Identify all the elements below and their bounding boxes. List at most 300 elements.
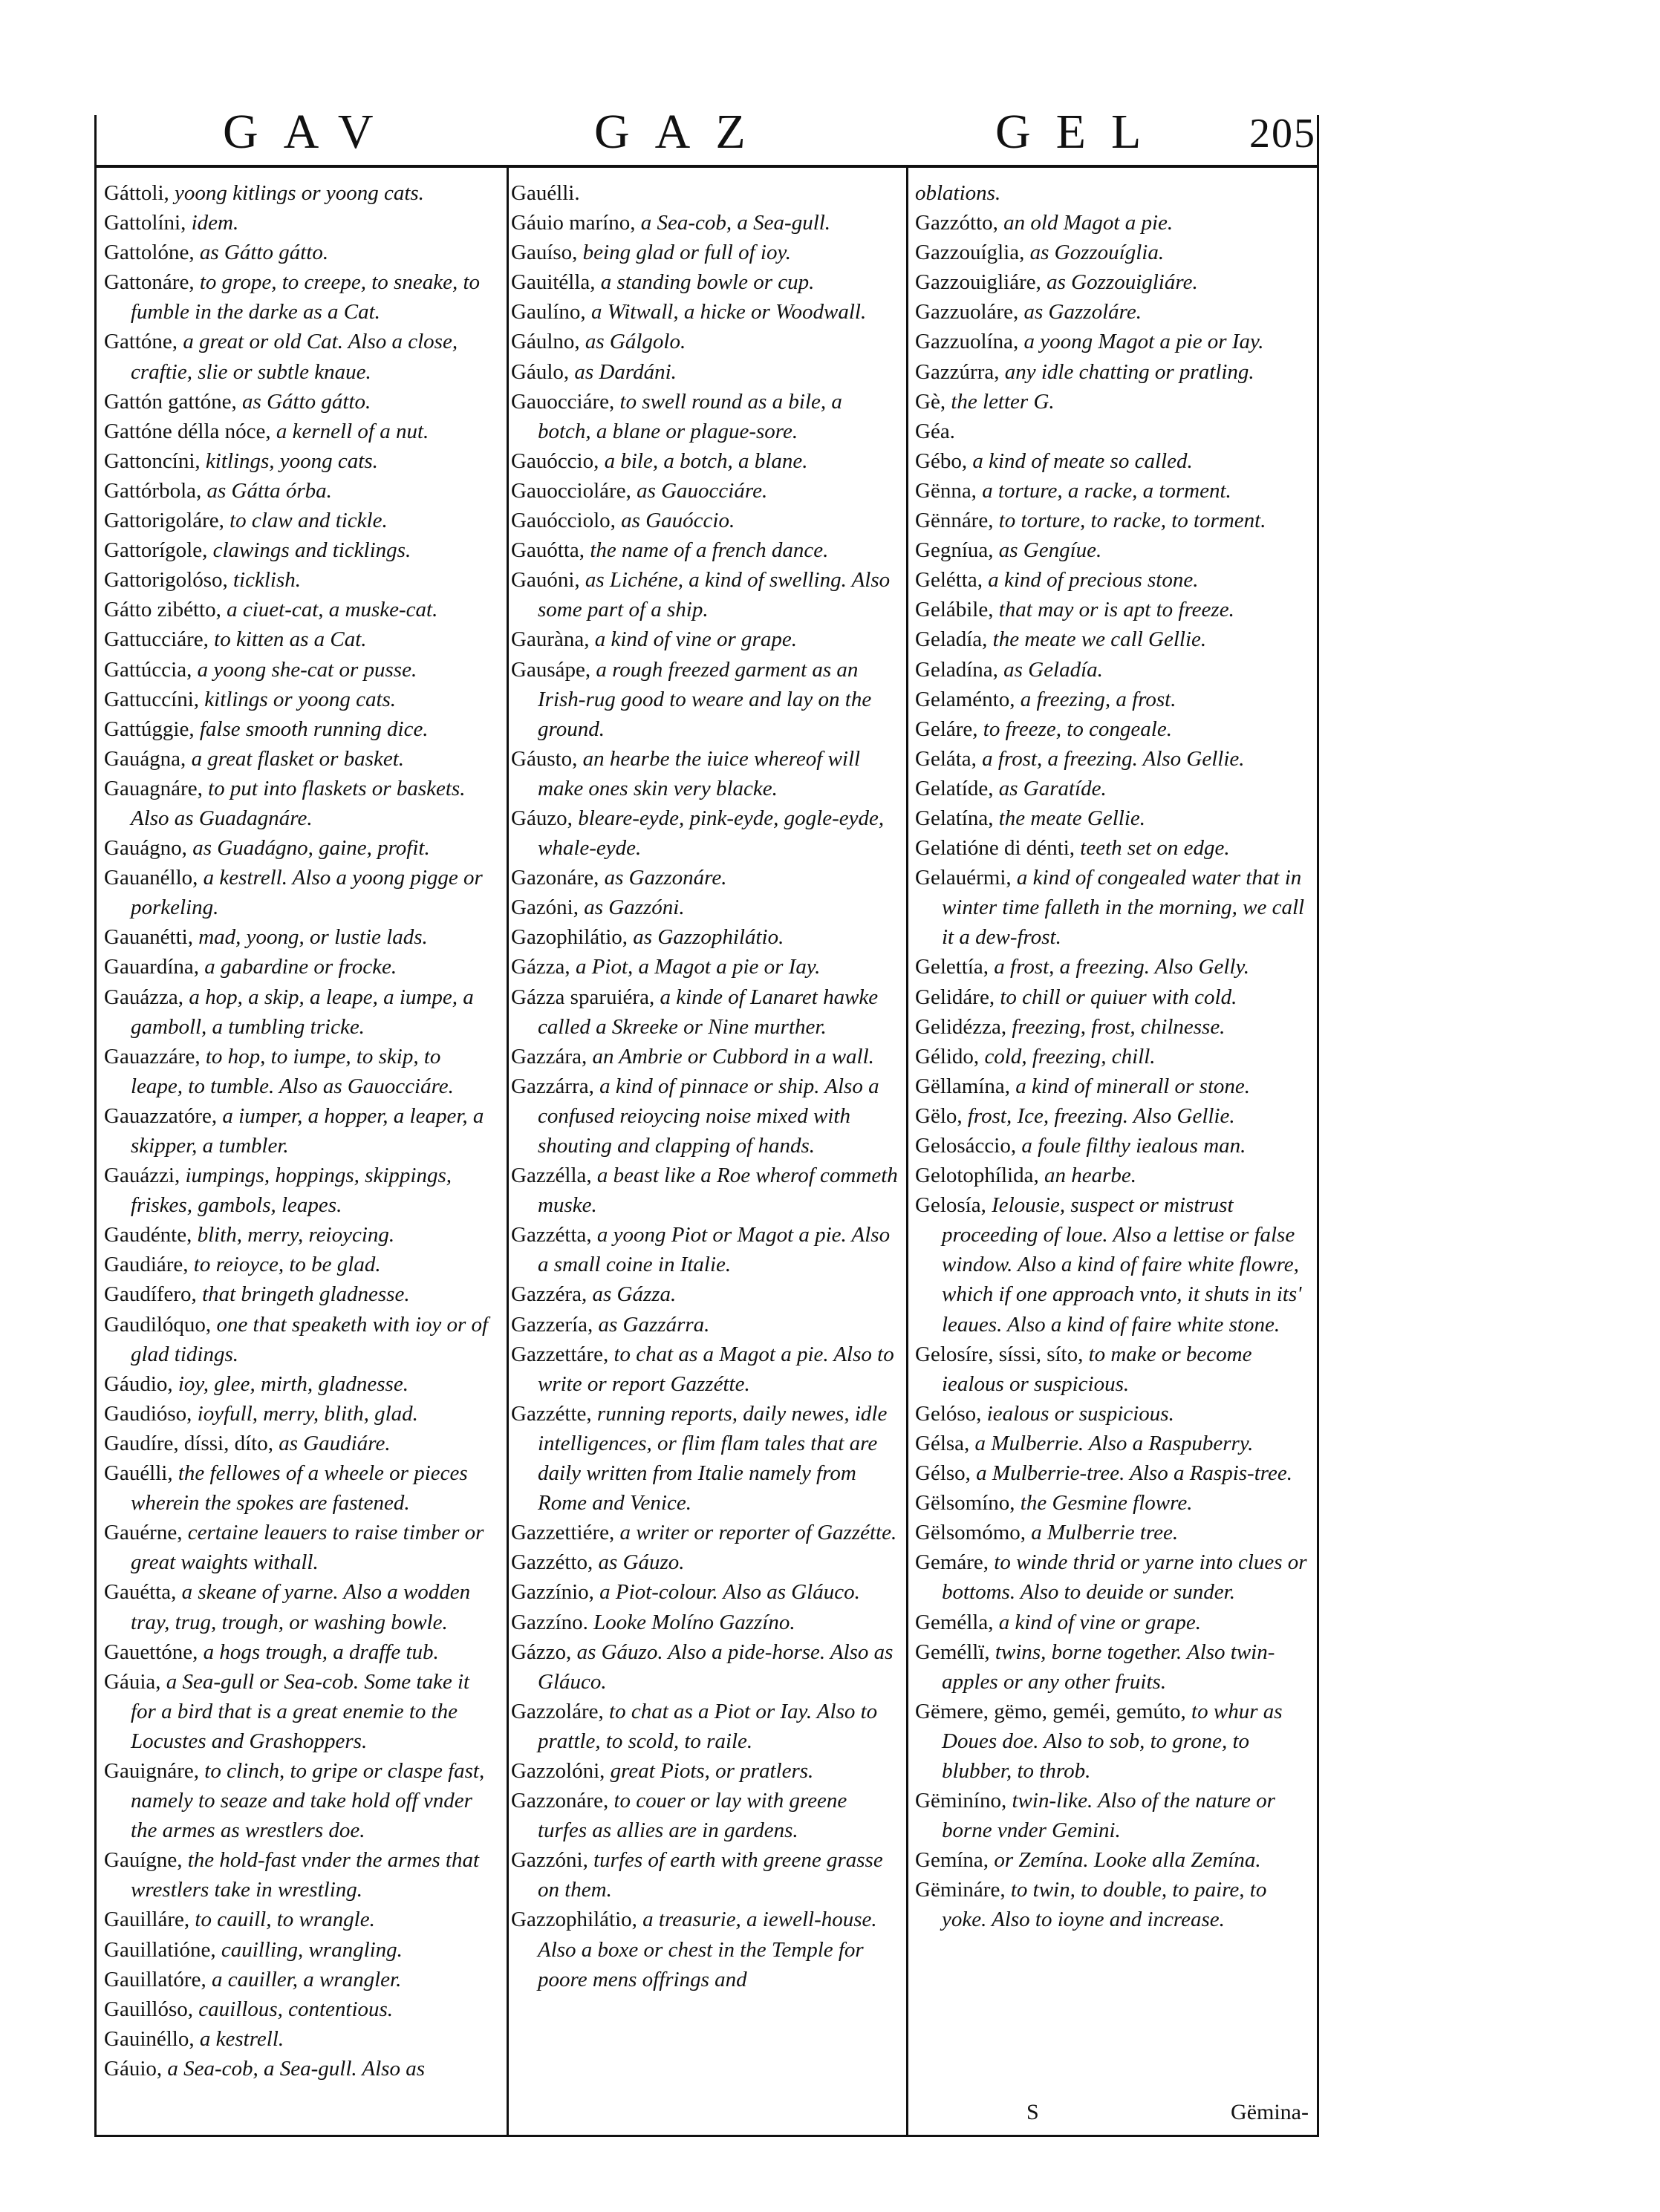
dictionary-entry [915,655,1309,685]
definition: the Gesmine flowre. [1020,1491,1193,1516]
dictionary-entry [104,952,496,982]
dictionary-entry [104,565,496,595]
dictionary-entry [915,624,1309,654]
definition: blith, merry, reioycing. [197,1223,395,1247]
definition: to freeze, to congeale. [983,717,1172,741]
headword: Gelosáccio, [915,1134,1022,1158]
dictionary-entry [104,624,496,654]
definition: bleare-eyde, pink-eyde, gogle-eyde, whale-eyde. [538,806,885,861]
definition: a standing bowle or cup. [600,270,815,295]
headword: Gaudilóquo, [104,1312,217,1337]
dictionary-entry [915,535,1309,565]
definition: as Lichéne, a kind of swelling. Also some part of a ship. [538,568,891,622]
definition: as Gozzouíglia. [1029,241,1165,265]
dictionary-entry [104,833,496,863]
definition: as Garatíde. [998,776,1107,800]
dictionary-entry [104,238,496,267]
headword: Géa. [915,419,955,443]
headword: Gazzoláre, [511,1699,610,1723]
headword: Gazzóni, [511,1848,594,1873]
definition: Ielousie, suspect or mistrust proceeding of loue. Also a lettise or false window. Also a kind of faire white flowre, which if one approach vnto, it shuts in its' leaues. Also a kind of faire white stone. [942,1193,1302,1337]
definition: to hop, to iumpe, to skip, to leape, to tumble. Also as Gauocciáre. [131,1044,454,1098]
dictionary-entry [915,387,1309,417]
definition: a foule filthy iealous man. [1021,1134,1246,1158]
dictionary-entry [915,357,1309,387]
dictionary-entry [104,1518,496,1577]
dictionary-entry [104,267,496,327]
headword: Gauardína, [104,955,205,979]
running-head-left: GAV [223,105,399,159]
definition: a gabardine or frocke. [204,955,397,979]
headword: Gattóne, [104,330,183,354]
definition: oblations. [915,181,1001,205]
definition: as Gáuzo. Also a pide-horse. Also as Gláuco. [538,1640,894,1694]
headword: Gauágno, [104,836,193,861]
dictionary-entry [104,327,496,386]
definition: to whur as Doues doe. Also to sob, to grone, to blubber, to throb. [942,1699,1283,1783]
definition: a iumper, a hopper, a leaper, a skipper, a tumbler. [131,1103,484,1158]
headword: Gausápe, [511,657,596,682]
definition: to twin, to double, to paire, to yoke. Also to ioyne and increase. [942,1878,1267,1932]
headword: Gelidáre, [915,985,1000,1009]
headword: Gazzínio, [511,1580,600,1605]
headword: Gëlo, [915,1103,968,1128]
headword: Gattolíni, [104,211,192,235]
running-head-right: GEL [995,105,1167,159]
dictionary-entry [915,327,1309,356]
definition: as Gazzóni. [584,895,685,920]
dictionary-entry [104,1369,496,1399]
dictionary-entry [915,1786,1309,1845]
dictionary-entry [915,744,1309,774]
headword: Gattorigoláre, [104,509,230,533]
definition: one that speaketh with ioy or of glad tidings. [131,1312,489,1366]
dictionary-entry [915,1071,1309,1101]
definition: to make or become iealous or suspicious. [942,1342,1252,1396]
headword: Gázza sparuiéra, [511,985,660,1009]
column-2 [511,178,899,1994]
dictionary-entry [511,744,899,803]
dictionary-entry [511,1756,899,1786]
headword: Gattón gattóne, [104,389,243,414]
dictionary-entry [104,774,496,833]
definition: cauillous, contentious. [198,1997,394,2021]
column-1 [104,178,496,2084]
dictionary-entry [104,1935,496,1965]
definition: yoong kitlings or yoong cats. [175,181,424,205]
dictionary-entry [104,714,496,744]
headword: Gauélli, [104,1461,178,1486]
definition: a kind of pinnace or ship. Also a confused reioycing noise mixed with shouting and clapping of hands. [538,1074,879,1158]
definition: to couer or lay with greene turfes as allies are in gardens. [538,1789,847,1843]
headword: Gauillatóre, [104,1967,212,1991]
headword: Gattuccíni, [104,687,205,711]
headword: Gauóni, [511,568,585,593]
headword: Gazóni, [511,895,585,920]
headword: Gelosíre, síssi, síto, [915,1342,1089,1366]
definition: a frost, a freezing. Also Gellie. [982,746,1245,771]
headword: Gattórbola, [104,478,207,503]
definition: a hogs trough, a draffe tub. [203,1640,439,1664]
dictionary-entry [915,446,1309,476]
definition: a Sea-gull or Sea-cob. Some take it for a bird that is a great enemie to the Locustes and Grashoppers. [131,1669,470,1753]
headword: Gazzára, [511,1044,593,1069]
definition: as Gazzophilátio. [633,925,784,950]
definition: a beast like a Roe wherof commeth muske. [538,1164,898,1218]
dictionary-entry [104,208,496,238]
dictionary-entry [915,178,1309,208]
dictionary-entry [511,1279,899,1309]
definition: kitlings or yoong cats. [204,687,397,711]
definition: being glad or full of ioy. [582,241,792,265]
dictionary-entry [511,803,899,863]
headword: Gazzétta, [511,1223,597,1247]
catchword: Gëmina- [1231,2100,1309,2124]
headword: Gazzería, [511,1312,599,1337]
headword: Gátto zibétto, [104,598,227,622]
headword: Gáusto, [511,746,583,771]
headword: Gauóccio, [511,448,605,473]
definition: as Guadágno, gaine, profit. [192,836,430,861]
dictionary-entry [104,1458,496,1518]
dictionary-entry [915,506,1309,535]
definition: ioy, glee, mirth, gladnesse. [178,1371,409,1396]
dictionary-entry [104,1577,496,1637]
definition: certaine leauers to raise timber or great waights withall. [131,1521,484,1575]
headword: Gauagnáre, [104,776,209,800]
definition: to swell round as a bile, a botch, a blane or plague-sore. [538,389,842,443]
dictionary-entry [915,685,1309,714]
definition: a kind of meate so called. [972,448,1193,473]
dictionary-entry [511,952,899,982]
dictionary-entry [511,357,899,387]
definition: twins, borne together. Also twin-apples or any other fruits. [942,1640,1275,1694]
definition: great Piots, or pratlers. [610,1758,814,1783]
dictionary-entry [511,1608,899,1637]
dictionary-entry [915,714,1309,744]
dictionary-entry [104,863,496,922]
dictionary-entry [104,387,496,417]
dictionary-entry [104,1667,496,1756]
headword: Geláta, [915,746,983,771]
definition: teeth set on edge. [1080,836,1230,861]
headword: Gauilláre, [104,1908,195,1932]
page-number: 205 [1249,111,1316,157]
dictionary-entry [511,893,899,922]
definition: as Geladía. [1003,657,1103,682]
dictionary-entry [915,267,1309,297]
headword: Gaudiáre, [104,1253,194,1277]
headword: Gazzárra, [511,1074,600,1098]
headword: Gáudio, [104,1371,178,1396]
definition: the name of a french dance. [590,538,829,563]
definition: as Gáuzo. [598,1550,685,1575]
dictionary-entry [915,1547,1309,1607]
dictionary-entry [104,595,496,624]
dictionary-entry [511,1071,899,1161]
definition: as Gazzárra. [598,1312,710,1337]
dictionary-entry [104,535,496,565]
definition: a yoong Magot a pie or Iay. [1023,330,1264,354]
dictionary-entry [104,417,496,446]
headword: Gazzouíglia, [915,241,1030,265]
definition: to kitten as a Cat. [214,627,367,652]
dictionary-entry [511,1042,899,1071]
definition: a rough freezed garment as an Irish-rug good to weare and lay on the ground. [538,657,872,741]
definition: an Ambrie or Cubbord in a wall. [592,1044,874,1069]
dictionary-entry [511,1340,899,1399]
dictionary-entry [511,446,899,476]
definition: a bile, a botch, a blane. [604,448,808,473]
headword: Gëlsomómo, [915,1521,1032,1545]
definition: Looke Molíno Gazzíno. [593,1610,795,1634]
definition: cold, freezing, chill. [984,1044,1156,1069]
headword: Gauocciáre, [511,389,620,414]
headword: Gazzouigliáre, [915,270,1047,295]
definition: a kinde of Lanaret hawke called a Skreeke or Nine murther. [538,985,879,1039]
definition: the meate Gellie. [998,806,1146,830]
dictionary-entry [511,535,899,565]
definition: a yoong she-cat or pusse. [197,657,417,682]
dictionary-entry [511,1310,899,1340]
definition: to reioyce, to be glad. [193,1253,381,1277]
definition: a frost, a freezing. Also Gelly. [994,955,1249,979]
headword: Gauettóne, [104,1640,204,1664]
headword: Gébo, [915,448,973,473]
dictionary-entry [104,178,496,208]
dictionary-entry [915,1012,1309,1042]
headword: Gaudíre, díssi, díto, [104,1431,279,1455]
headword: Gelétta, [915,568,989,593]
dictionary-entry [915,417,1309,446]
dictionary-entry [511,327,899,356]
dictionary-entry [511,1786,899,1845]
definition: twin-like. Also of the nature or borne vnder Gemini. [942,1789,1275,1843]
definition: as Gozzouigliáre. [1047,270,1198,295]
definition: to winde thrid or yarne into clues or bottoms. Also to deuide or sunder. [942,1550,1307,1605]
headword: Gëminíno, [915,1789,1012,1813]
definition: an hearbe. [1044,1164,1137,1188]
headword: Gaulíno, [511,300,591,324]
headword: Gazzótto, [915,211,1004,235]
dictionary-entry [915,1131,1309,1161]
dictionary-entry [104,506,496,535]
headword: Gauérne, [104,1521,188,1545]
headword: Gauillatióne, [104,1937,221,1962]
dictionary-entry [915,1608,1309,1637]
definition: that may or is apt to freeze. [998,598,1234,622]
dictionary-entry [511,476,899,506]
dictionary-entry [511,565,899,624]
headword: Gelettía, [915,955,995,979]
headword: Gattonáre, [104,270,200,295]
dictionary-entry [915,863,1309,952]
definition: an old Magot a pie. [1003,211,1174,235]
definition: as Gazzonáre. [604,866,727,890]
headword: Gauócciolo, [511,509,622,533]
headword: Gemáre, [915,1550,995,1575]
definition: a hop, a skip, a leape, a iumpe, a gamboll, a tumbling tricke. [131,985,474,1039]
dictionary-entry [915,833,1309,863]
header-rule [94,165,1319,168]
definition: kitlings, yoong cats. [205,448,378,473]
headword: Gelosía, [915,1193,992,1218]
headword: Gáuio, [104,2056,168,2081]
definition: to put into flaskets or baskets. Also as Guadagnáre. [131,776,466,830]
dictionary-entry [511,863,899,893]
headword: Gázza, [511,955,576,979]
dictionary-entry [915,1845,1309,1875]
definition: a cauiller, a wrangler. [211,1967,402,1991]
headword: Gazzuolína, [915,330,1024,354]
definition: a kind of vine or grape. [594,627,797,652]
definition: a Mulberrie-tree. Also a Raspis-tree. [976,1461,1292,1486]
headword: Gáuio maríno, [511,211,641,235]
headword: Gazzuoláre, [915,300,1024,324]
headword: Gauígne, [104,1848,188,1873]
headword: Gattucciáre, [104,627,215,652]
dictionary-entry [104,1756,496,1845]
headword: Gazzettiére, [511,1521,620,1545]
dictionary-entry [511,387,899,446]
dictionary-entry [104,1310,496,1369]
definition: a Sea-cob, a Sea-gull. [640,211,831,235]
headword: Gazzétto, [511,1550,599,1575]
dictionary-entry [104,2024,496,2054]
headword: Gauázza, [104,985,189,1009]
headword: Gazzéra, [511,1282,593,1307]
definition: a kestrell. Also a yoong pigge or porkeling. [131,866,483,920]
headword: Gauinéllo, [104,2026,200,2051]
definition: a kind of precious stone. [988,568,1199,593]
headword: Gënna, [915,478,983,503]
dictionary-entry [915,803,1309,833]
dictionary-entry [104,1637,496,1667]
dictionary-entry [511,624,899,654]
headword: Geladía, [915,627,993,652]
definition: a treasurie, a iewell-house. Also a boxe or chest in the Temple for poore mens offrings and [538,1908,877,1991]
definition: to chat as a Piot or Iay. Also to prattle, to scold, to raile. [538,1699,878,1753]
headword: Gauétta, [104,1580,182,1605]
definition: to grope, to creepe, to sneake, to fumble in the darke as a Cat. [131,270,480,324]
dictionary-entry [511,1845,899,1905]
definition: a yoong Piot or Magot a pie. Also a small coine in Italie. [538,1223,891,1277]
headword: Gazonáre, [511,866,605,890]
definition: a skeane of yarne. Also a wodden tray, trug, trough, or washing bowle. [131,1580,471,1634]
dictionary-entry [915,565,1309,595]
headword: Gelábile, [915,598,999,622]
definition: the hold-fast vnder the armes that wrestlers take in wrestling. [131,1848,480,1902]
dictionary-entry [104,1101,496,1161]
definition: the fellowes of a wheele or pieces wherein the spokes are fastened. [131,1461,468,1516]
headword: Gelaménto, [915,687,1021,711]
headword: Gattolóne, [104,241,200,265]
headword: Gëlsomíno, [915,1491,1021,1516]
headword: Gegníua, [915,538,999,563]
definition: as Gazzoláre. [1023,300,1142,324]
definition: clawings and ticklings. [212,538,411,563]
dictionary-entry [915,1488,1309,1518]
dictionary-entry [511,208,899,238]
dictionary-entry [511,1399,899,1518]
headword: Gelatióne di dénti, [915,836,1081,861]
definition: freezing, frost, chilnesse. [1012,1014,1226,1039]
dictionary-entry [915,1637,1309,1697]
dictionary-entry [915,208,1309,238]
headword: Gattúggie, [104,717,200,741]
definition: iealous or suspicious. [986,1401,1174,1426]
definition: an hearbe the iuice whereof will make ones skin very blacke. [538,746,861,800]
definition: a kind of congealed water that in winter time falleth in the morning, we call it a dew-frost. [942,866,1305,950]
dictionary-entry [915,1190,1309,1339]
headword: Gauótta, [511,538,590,563]
dictionary-entry [915,982,1309,1012]
headword: Gáuzo, [511,806,579,830]
headword: Gáulno, [511,330,585,354]
definition: a kind of minerall or stone. [1015,1074,1251,1098]
definition: a ciuet-cat, a muske-cat. [227,598,438,622]
definition: ioyfull, merry, blith, glad. [197,1401,418,1426]
headword: Gauanéllo, [104,866,204,890]
definition: the letter G. [951,389,1055,414]
dictionary-entry [104,685,496,714]
dictionary-entry [511,1220,899,1279]
headword: Gauázzi, [104,1164,186,1188]
definition: as Gálgolo. [585,330,686,354]
headword: Geladína, [915,657,1004,682]
dictionary-entry [915,1875,1309,1934]
definition: frost, Ice, freezing. Also Gellie. [967,1103,1235,1128]
dictionary-entry [104,446,496,476]
dictionary-entry [104,1429,496,1458]
definition: a Piot-colour. Also as Gláuco. [599,1580,860,1605]
headword: Geláre, [915,717,983,741]
definition: any idle chatting or pratling. [1004,359,1254,384]
definition: a Mulberrie tree. [1031,1521,1179,1545]
headword: Gattoncíni, [104,448,206,473]
headword: Gauanétti, [104,925,199,950]
dictionary-entry [104,1279,496,1309]
dictionary-entry [915,1697,1309,1786]
dictionary-entry [104,1905,496,1934]
headword: Gaudífero, [104,1282,203,1307]
dictionary-entry [511,178,899,208]
dictionary-entry [915,595,1309,624]
headword: Gëllamína, [915,1074,1016,1098]
headword: Gelatíde, [915,776,999,800]
dictionary-entry [511,1577,899,1607]
running-head-center: GAZ [594,105,771,159]
headword: Gazzétte, [511,1401,597,1426]
headword: Gaudióso, [104,1401,198,1426]
dictionary-entry [104,1399,496,1429]
headword: Gattóne délla nóce, [104,419,276,443]
definition: a great or old Cat. Also a close, craftie, slie or subtle knaue. [131,330,458,384]
definition: running reports, daily newes, idle intelligences, or flim flam tales that are daily written from Italie namely from Rome and Venice. [538,1401,888,1516]
dictionary-entry [511,1547,899,1577]
headword: Gazzophilátio, [511,1908,643,1932]
definition: a kestrell. [199,2026,284,2051]
headword: Gazophilátio, [511,925,634,950]
definition: as Gaudiáre. [279,1431,391,1455]
headword: Gauignáre, [104,1758,205,1783]
definition: or Zemína. Looke alla Zemína. [994,1848,1261,1873]
headword: Gauillóso, [104,1997,199,2021]
dictionary-entry [915,1340,1309,1399]
headword: Gëmere, gëmo, geméi, gemúto, [915,1699,1192,1723]
dictionary-entry [511,1905,899,1994]
dictionary-entry [915,1042,1309,1071]
